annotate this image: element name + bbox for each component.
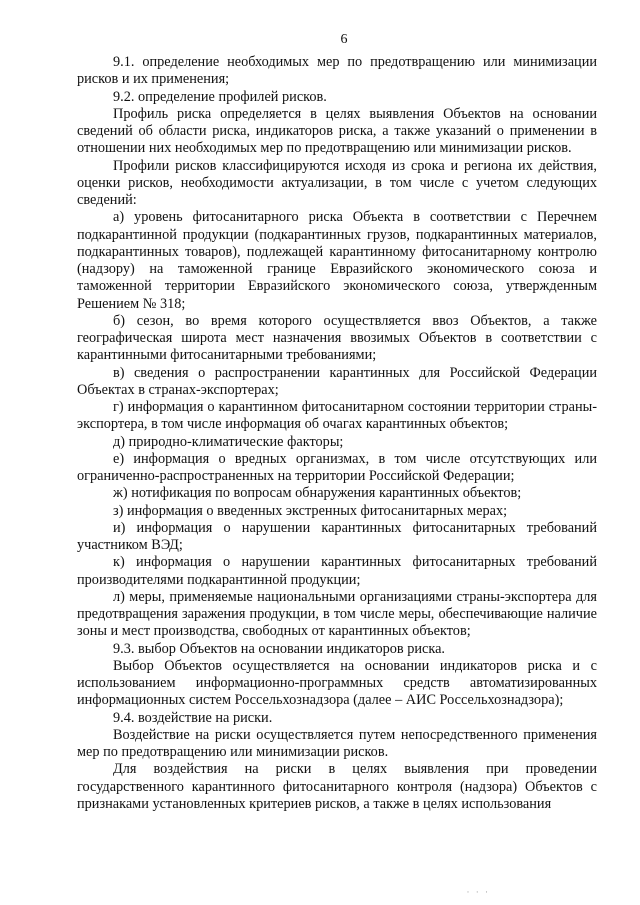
paragraph: 9.4. воздействие на риски. (113, 709, 273, 726)
list-item-k: к) информация о нарушении карантинных фитосанитарных требований производителями подкарантинной продукции; (77, 554, 597, 588)
list-item-a: а) уровень фитосанитарного риска Объекта в соответствии с Перечнем подкарантинной продукции (подкарантинных грузов, подкарантинных материалов, подкарантинных товаров), подлежащей карантинному фитосанитарному контролю (надзору) на таможенной границе Евразийского экономического союза и таможенной территории Евразийского экономического союза, утвержденным Решением № 318; (77, 209, 597, 312)
paragraph: Для воздействия на риски в целях выявления при проведении государственного карантинного фитосанитарного контроля (надзора) Объектов с признаками установленных критериев рисков, а также в целях использования (77, 761, 597, 812)
list-item-e: е) информация о вредных организмах, в том числе отсутствующих или ограниченно-распространенных на территории Российской Федерации; (77, 450, 597, 484)
document-body (77, 54, 597, 813)
paragraph: 9.1. определение необходимых мер по предотвращению или минимизации рисков и их применения; (77, 54, 597, 88)
paragraph: 9.2. определение профилей рисков. (113, 88, 327, 105)
paragraph: Воздействие на риски осуществляется путем непосредственного применения мер по предотвращению или минимизации рисков. (77, 726, 597, 760)
page-number: 6 (340, 32, 348, 47)
paragraph: 9.3. выбор Объектов на основании индикаторов риска. (113, 640, 446, 657)
list-item-b: б) сезон, во время которого осуществляется ввоз Объектов, а также географическая широта мест назначения ввозимых Объектов в соответствии с карантинными фитосанитарными требованиями; (77, 312, 597, 364)
list-item-z: з) информация о введенных экстренных фитосанитарных мерах; (113, 502, 508, 519)
list-item-l: л) меры, применяемые национальными организациями страны-экспортера для предотвращения заражения продукции, в том числе меры, обеспечивающие наличие зоны и мест производства, свободных от карантинных объектов; (77, 588, 597, 640)
scan-mark: · · · (466, 887, 490, 897)
paragraph: Профили рисков классифицируются исходя из срока и региона их действия, оценки рисков, необходимости актуализации, в том числе с учетом следующих сведений: (77, 157, 597, 208)
list-item-v: в) сведения о распространении карантинных для Российской Федерации Объектах в странах-экспортерах; (77, 364, 597, 398)
paragraph: Выбор Объектов осуществляется на основании индикаторов риска и с использованием информационно-программных средств автоматизированных информационных систем Россельхознадзора (далее – АИС Россельхознадзора); (77, 657, 597, 709)
list-item-i: и) информация о нарушении карантинных фитосанитарных требований участником ВЭД; (77, 519, 597, 553)
list-item-zh: ж) нотификация по вопросам обнаружения карантинных объектов; (113, 485, 522, 502)
list-item-d: д) природно-климатические факторы; (113, 433, 344, 450)
paragraph: Профиль риска определяется в целях выявления Объектов на основании сведений об области риска, индикаторов риска, а также указаний о применении в отношении них необходимых мер по предотвращению или минимизации рисков. (77, 105, 597, 157)
list-item-g: г) информация о карантинном фитосанитарном состоянии территории страны-экспортера, в том числе информация об очагах карантинных объектов; (77, 399, 597, 433)
